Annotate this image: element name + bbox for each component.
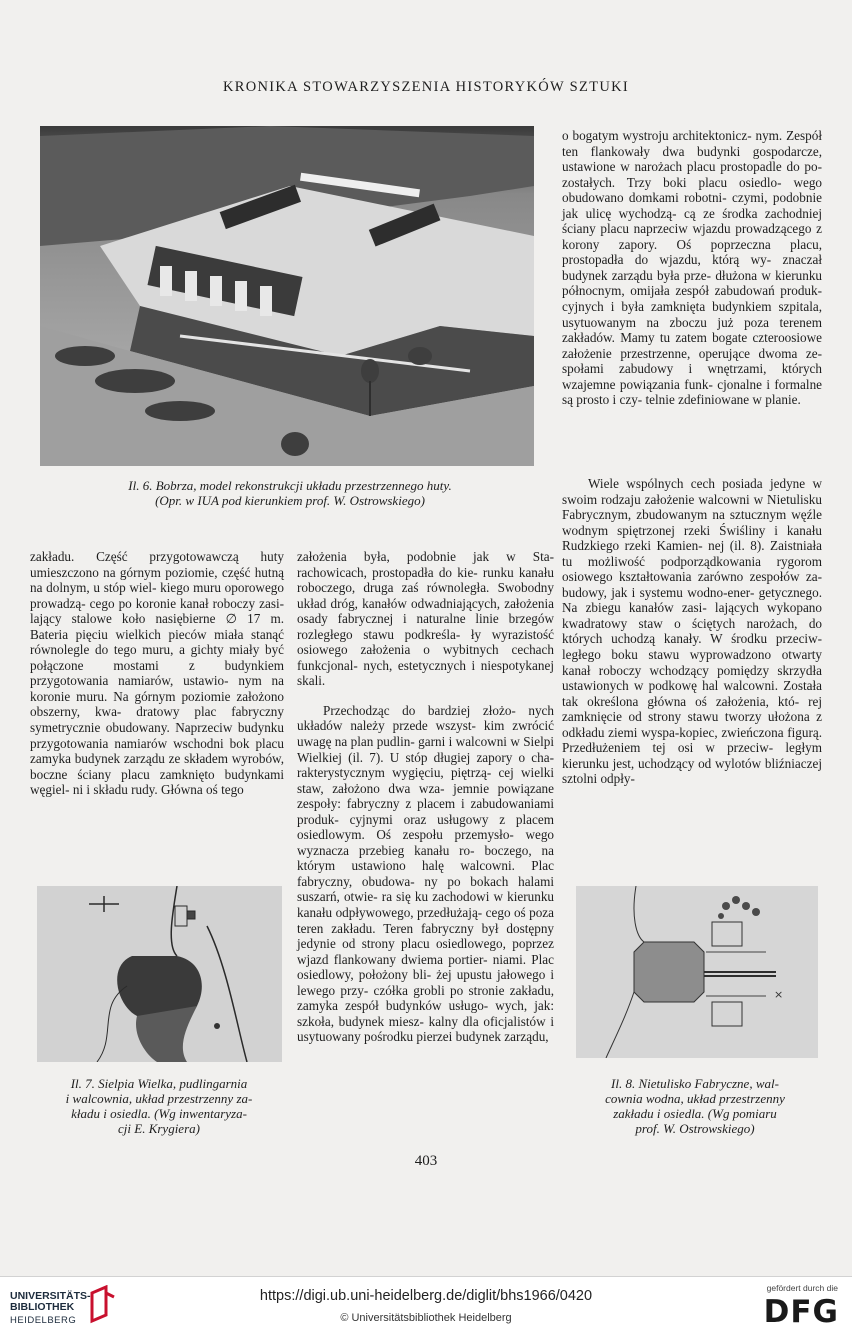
right-column-top <box>562 128 822 408</box>
figure-6-caption: Il. 6. Bobrza, model rekonstrukcji układu przestrzennego huty. (Opr. w IUA pod kierunkiem prof. W. Ostrowskiego) <box>128 478 452 508</box>
copyright-notice: © Universitätsbibliothek Heidelberg <box>340 1312 512 1324</box>
figure-8-plan <box>576 886 818 1058</box>
sponsor-text: gefördert durch die <box>766 1283 838 1293</box>
svg-text:×: × <box>774 988 784 1001</box>
model-photo-illustration <box>40 126 534 466</box>
figure-6-photo <box>40 126 534 466</box>
figure-7-caption: Il. 7. Sielpia Wielka, pudlingarnia i walcownia, układ przestrzenny za- kładu i osiedla. (Wg inwentaryza- cji E. Krygiera) <box>65 1076 253 1136</box>
right-column-middle <box>562 476 822 787</box>
left-column-paragraph: zakładu. Część przygotowawczą huty umieszczono na górnym poziomie, część hutną na dolnym, u stóp wiel- kiego muru oporowego prowadzą- cego po koronie kanał roboczy zasi- lający stalowe koło nasiębierne ∅ 17 m. Bateria pięciu wielkich pieców miała stanąć równolegle do tego muru, a gichty miały być połączone mostami z budynkiem przygotowania namiarów, ustawio- nym na koronie muru. Na górnym poziomie założono obszerny, kwa- dratowy plac fabryczny symetrycznie obudowany. Naprzeciw budynku przygotowania namiarów wschodni bok placu zamyka budynek zarządu ze składem wyrobów, boczne ściany placu zamknięto budynkami węgiel- ni i składu rudy. Główna oś tego <box>30 549 285 798</box>
sielpia-plan-illustration <box>37 886 282 1062</box>
footer-bar <box>0 1276 852 1335</box>
right-column-paragraph-2: Wiele wspólnych cech posiada jedyne w swoim rodzaju założenie walcowni w Nietulisku Fabrycznym, zbudowanym na sztucznym węźle wodnym spiętrzonej rzeki Świśliny i kanału Rudzkiego rzeki Kamien- nej (il. 8). Zaistniała tu możliwość podporządkowania rygorom osiowego kształtowania zarówno zespołów za- budowy, jak i systemu wodno-ener- getycznego. Na zbiegu kanałów zasi- lających wykopano kwadratowy staw o ściętych narożach, do których uchodzą kanały. W środku przeciw- ległego boku stawu wyprowadzono otwarty kanał roboczy wchodzący pomiędzy skrzydła ustawionych w podkowę hal walcowni. Została tak określona główna oś założenia, któ- rej zamknięcie od strony stawu tworzy ułożona z odkładu ziemi wyspa-kopiec, zwieńczona figurą. Przedłużeniem tej osi w przeciw- ległym kierunku jest, uchodzący od wylotów bliźniaczej sztolni odpły- <box>562 476 823 787</box>
dfg-logo[interactable]: DFG <box>763 1294 839 1330</box>
page-number: 403 <box>414 1153 438 1169</box>
middle-column <box>297 549 554 1045</box>
library-name[interactable]: UNIVERSITÄTS- BIBLIOTHEK <box>10 1290 91 1313</box>
figure-8-caption: Il. 8. Nietulisko Fabryczne, wal- cownia wodna, układ przestrzenny zakładu i osiedla. (Wg pomiaru prof. W. Ostrowskiego) <box>605 1076 785 1136</box>
left-column <box>30 549 284 798</box>
permalink-url[interactable]: https://digi.ub.uni-heidelberg.de/diglit/bhs1966/0420 <box>259 1288 593 1304</box>
nietulisko-plan-illustration <box>576 886 818 1058</box>
running-header: KRONIKA STOWARZYSZENIA HISTORYKÓW SZTUKI <box>222 79 630 95</box>
middle-column-paragraph-2: Przechodząc do bardziej złożo- nych układów należy przede wszyst- kim zwrócić uwagę na plan pudlin- garni i walcowni w Sielpi Wielkiej (il. 7). U stóp długiej zapory o cha- rakterystycznym wygięciu, piętrzą- cej wielki staw, założono dwa wza- jemnie powiązane zespoły: fabryczny z placem i zabudowaniami produk- cyjnymi oraz usługowy z placem osiedlowym. Oś zespołu przemysło- wego wyznacza przebieg kanału ro- boczego, na którym ustawiono halę walcowni. Plac fabryczny, obudowa- ny po bokach halami suszarń, otwie- ra się ku zachodowi w kierunku kanału odpływowego, przedłużają- cego oś poza teren zakładu. Teren fabryczny był dostępny jedynie od strony placu osiedlowego, poprzez wjazd flankowany dwiema portier- niami. Plac osiedlowy, położony bli- żej upustu jałowego i lewego przy- czółka grobli po stronie zakładu, zamyka zespół budynków usługo- wych, jak: szkoła, budynek miesz- kalny dla oficjalistów i usytuowany pośrodku pierzei budynek zarządu, <box>297 702 555 1045</box>
figure-7-plan <box>37 886 282 1062</box>
library-city: HEIDELBERG <box>10 1315 77 1326</box>
right-column-paragraph-1: o bogatym wystroju architektonicz- nym. Zespół ten flankowały dwa budynki gospodarcze, ustawione w narożach placu prostopadle do po- zostałych. Trzy boki placu osiedlo- wego obudowano domkami robotni- czymi, podobnie jak ulicę wychodzą- cą ze środka zachodniej ściany placu naprzeciw wjazdu prowadzącego z korony zapory. Oś poprzeczna placu, prostopadła do wjazdu, którą wy- znaczał budynek zarządu była prze- dłużona w kierunku północnym, omijała zespół zabudowań produk- cyjnych i była zamknięta budynkiem szpitala, usytuowanym na zboczu już poza terenem zakładów. Mamy tu zatem bogate czteroosiowe założenie przestrzenne, operujące dwoma ze- społami zabudowy i wnętrzami, których wzajemne powiązania funk- cjonalne i formalne są prosto i czy- telnie zdefiniowane w planie. <box>562 128 823 408</box>
middle-column-paragraph-1: założenia była, podobnie jak w Sta- rachowicach, prostopadła do kie- runku kanału roboczego, druga zaś równoległa. Swobodny układ dróg, kanałów odwadniających, założenia osady fabrycznej i naturalne linie brzegów rozległego stawu podkreśla- ły wyrazistość osiowego założenia o wybitnych cechach funkcjonal- nych, estetycznych i niespotykanej skali. <box>297 549 555 689</box>
